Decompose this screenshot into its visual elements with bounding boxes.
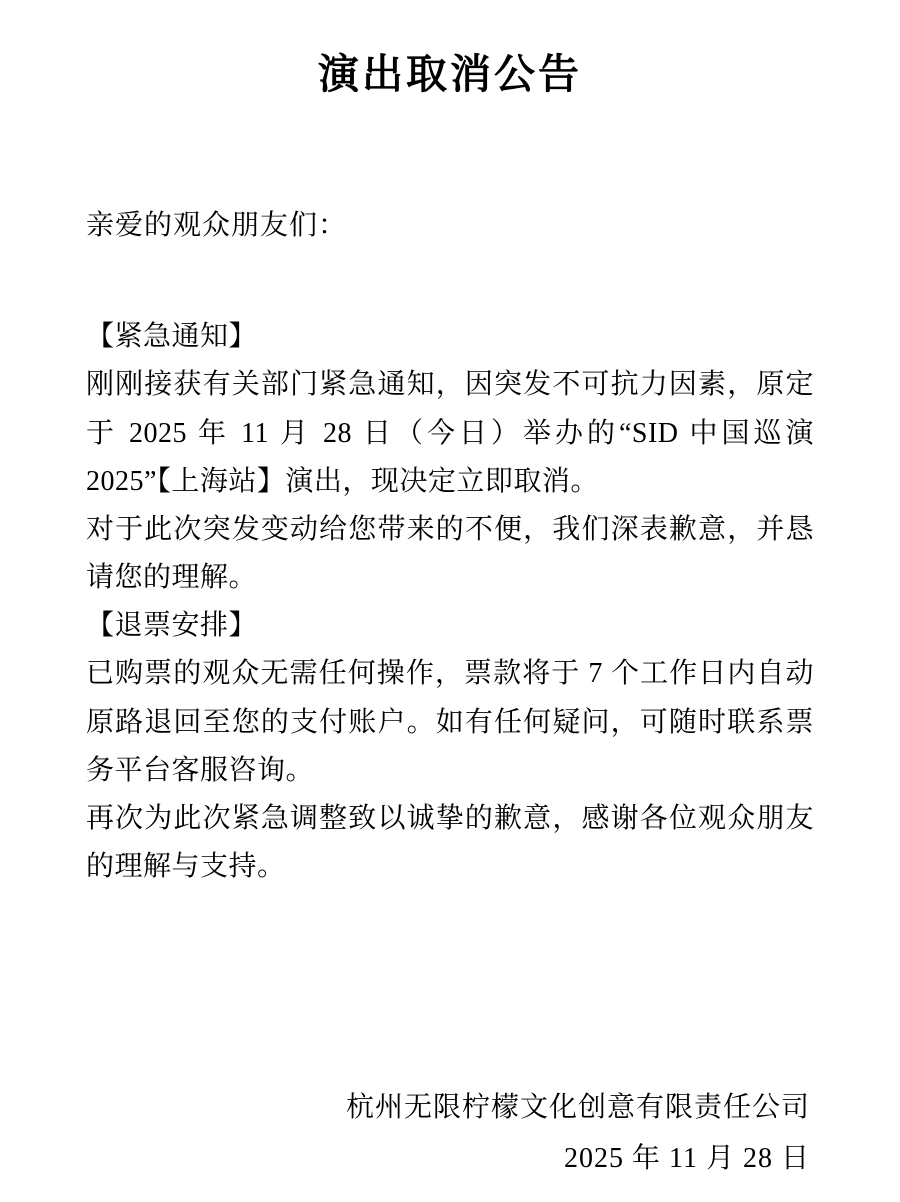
document-body xyxy=(86,313,814,891)
section-paragraph: 已购票的观众无需任何操作，票款将于 7 个工作日内自动原路退回至您的支付账户。如有任何疑问，可随时联系票务平台客服咨询。 xyxy=(86,658,814,786)
content-spacer xyxy=(86,891,814,1086)
signature-date: 2025 年 11 月 28 日 xyxy=(564,1143,810,1175)
section-paragraph: 对于此次突发变动给您带来的不便，我们深表歉意，并恳请您的理解。 xyxy=(86,513,814,594)
section-heading: 【紧急通知】 xyxy=(86,321,258,353)
salutation: 亲爱的观众朋友们： xyxy=(86,210,348,242)
section-paragraph: 刚刚接获有关部门紧急通知，因突发不可抗力因素，原定于 2025 年 11 月 28 日（今日）举办的“SID 中国巡演 2025”【上海站】演出，现决定立即取消。 xyxy=(86,369,814,497)
section-urgent-notice xyxy=(86,313,814,602)
page-title: 演出取消公告 xyxy=(318,51,582,97)
section-refund-arrangement xyxy=(86,602,814,891)
signature-organization: 杭州无限柠檬文化创意有限责任公司 xyxy=(345,1092,810,1124)
section-heading: 【退票安排】 xyxy=(86,610,258,642)
section-paragraph: 再次为此次紧急调整致以诚挚的歉意，感谢各位观众朋友的理解与支持。 xyxy=(86,802,814,883)
